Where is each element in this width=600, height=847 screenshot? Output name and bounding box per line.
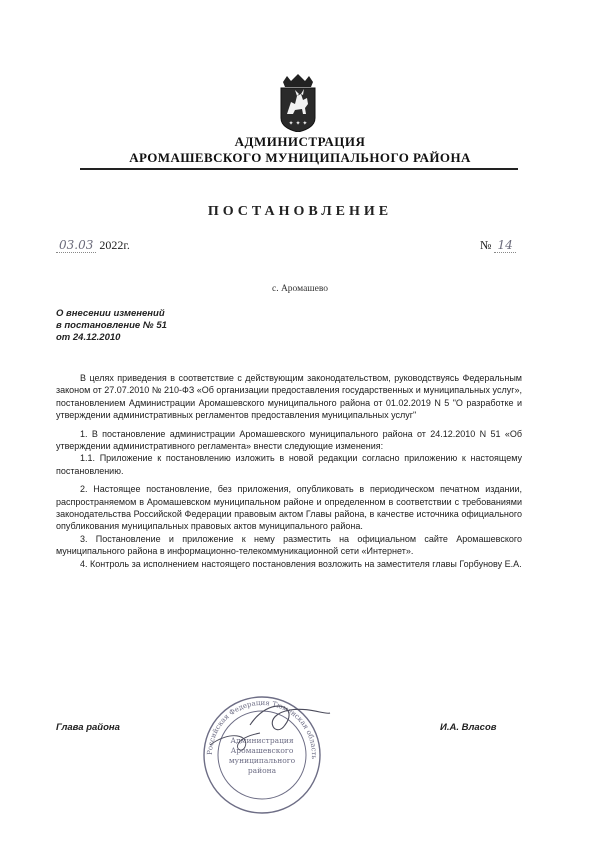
number-label: № <box>480 238 492 252</box>
stamp-line: Аромашевского <box>230 746 294 755</box>
official-stamp <box>190 685 340 820</box>
signature-scribble <box>250 706 330 730</box>
document-subject <box>56 308 296 344</box>
body-paragraph-preamble: В целях приведения в соответствие с действующим законодательством, руководствуясь Федеральным законом от 27.07.2010 № 210-ФЗ «Об организации предоставления государственных и муниципальных услуг», постановлением Администрации Аромашевского муниципального района от 01.02.2019 N 5 "О разработке и утверждении административных регламентов предоставления муниципальных услуг" <box>56 373 523 421</box>
stamp-ring-text: Российская Федерация Тюменская область <box>205 698 319 760</box>
subject-line: в постановление № 51 <box>56 320 167 331</box>
place-of-issue: с. Аромашево <box>271 284 328 294</box>
stamp-line: муниципального <box>228 756 296 765</box>
coat-of-arms-icon <box>273 74 323 132</box>
date-year: 2022г. <box>99 238 130 252</box>
handwritten-date: 03.03 <box>56 238 96 253</box>
subject-line: от 24.12.2010 <box>56 332 121 343</box>
org-title-line1: АДМИНИСТРАЦИЯ <box>234 134 366 149</box>
header-divider <box>80 168 518 170</box>
document-number <box>480 238 519 253</box>
document-date <box>56 238 130 253</box>
body-paragraph-3: 3. Постановление и приложение к нему разместить на официальном сайте Аромашевского муниципального района в информационно-телекоммуникационной сети «Интернет». <box>56 533 522 557</box>
org-title-line2: АРОМАШЕВСКОГО МУНИЦИПАЛЬНОГО РАЙОНА <box>129 150 471 165</box>
body-paragraph-2: 2. Настоящее постановление, без приложения, опубликовать в периодическом печатном издании, распространяемом в Аромашевском муниципальном районе и определенном в соответствии с требованиями законодательства Российской Федерации правовым актом Главы района, в качестве источника официального опубликования муниципальных правовых актов муниципального района. <box>56 484 522 532</box>
stamp-line: района <box>247 766 277 775</box>
handwritten-number: 14 <box>494 238 515 253</box>
body-paragraph-4: 4. Контроль за исполнением настоящего постановления возложить на заместителя главы Горбунову Е.А. <box>80 558 522 569</box>
document-type: ПОСТАНОВЛЕНИЕ <box>207 204 393 219</box>
body-paragraph-1-1: 1.1. Приложение к постановлению изложить в новой редакции согласно приложению к настоящему постановлению. <box>56 453 522 476</box>
document-body <box>56 372 522 576</box>
signatory-position: Глава района <box>56 722 120 733</box>
stamp-line: Администрация <box>230 736 294 745</box>
signatory-name: И.А. Власов <box>440 722 497 733</box>
body-paragraph-1: 1. В постановление администрации Аромашевского муниципального района от 24.12.2010 N 51 «Об утверждении административного регламента» внести следующие изменения: <box>56 428 522 452</box>
svg-text:✦ ✦ ✦: ✦ ✦ ✦ <box>288 120 308 127</box>
subject-line: О внесении изменений <box>56 308 165 319</box>
